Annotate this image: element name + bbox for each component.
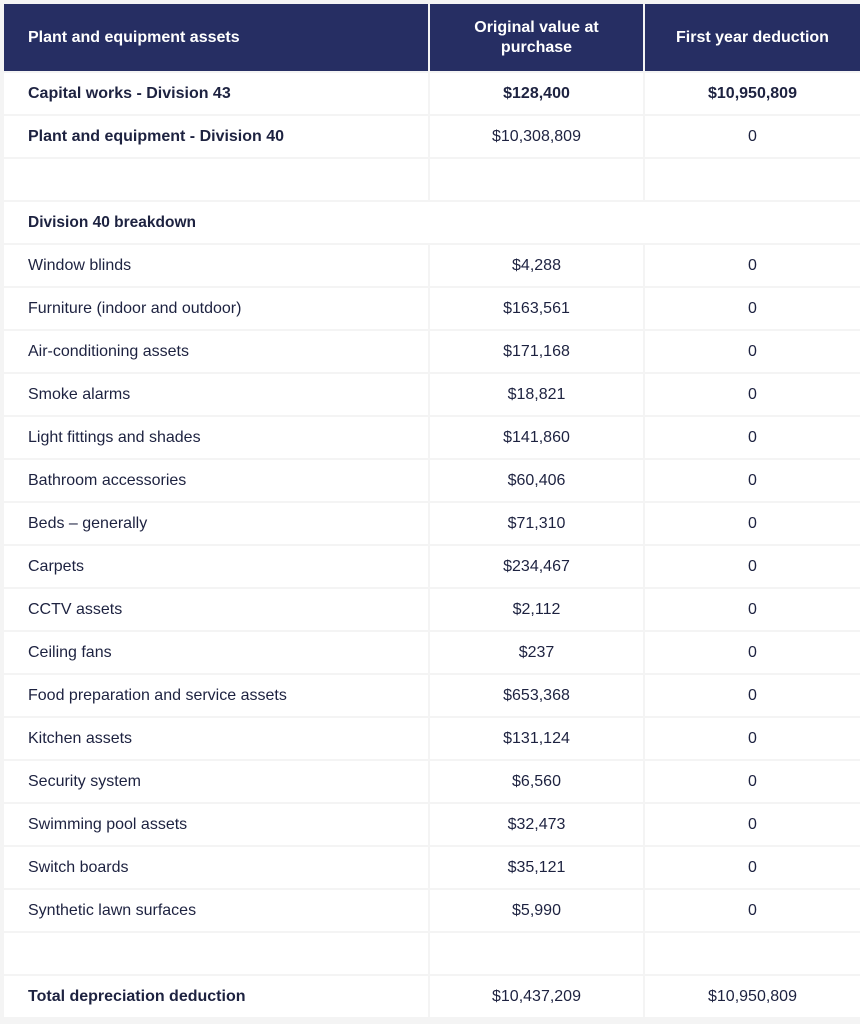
total-deduction: $10,950,809: [645, 976, 860, 1017]
spacer-cell: [4, 159, 428, 200]
table-row: [4, 675, 860, 716]
header-original-value: Original value at purchase: [430, 4, 643, 71]
table-row: [4, 804, 860, 845]
table-row: [4, 718, 860, 759]
row-label: Window blinds: [4, 245, 428, 286]
row-original-value: $6,560: [430, 761, 643, 802]
row-original-value: $71,310: [430, 503, 643, 544]
row-label: Smoke alarms: [4, 374, 428, 415]
row-original-value: $171,168: [430, 331, 643, 372]
row-deduction: 0: [645, 546, 860, 587]
row-original-value: $60,406: [430, 460, 643, 501]
row-label: Furniture (indoor and outdoor): [4, 288, 428, 329]
spacer-cell: [645, 159, 860, 200]
row-label: Beds – generally: [4, 503, 428, 544]
row-deduction: 0: [645, 116, 860, 157]
table-row: [4, 288, 860, 329]
table-row: [4, 847, 860, 888]
row-label: Capital works - Division 43: [4, 73, 428, 114]
total-original-value: $10,437,209: [430, 976, 643, 1017]
spacer-cell: [4, 933, 428, 974]
row-deduction: 0: [645, 718, 860, 759]
row-deduction: 0: [645, 890, 860, 931]
table-row: [4, 460, 860, 501]
table-header-row: [4, 4, 860, 71]
row-deduction: 0: [645, 288, 860, 329]
row-original-value: $131,124: [430, 718, 643, 759]
row-deduction: 0: [645, 675, 860, 716]
table-row: [4, 331, 860, 372]
row-deduction: 0: [645, 761, 860, 802]
table-row-spacer: [4, 159, 860, 200]
row-original-value: $141,860: [430, 417, 643, 458]
table-row: [4, 374, 860, 415]
spacer-cell: [430, 933, 643, 974]
table-row: [4, 589, 860, 630]
spacer-cell: [645, 933, 860, 974]
depreciation-table: [2, 2, 860, 1019]
row-deduction: 0: [645, 331, 860, 372]
header-assets: Plant and equipment assets: [4, 4, 428, 71]
row-label: Air-conditioning assets: [4, 331, 428, 372]
row-deduction: 0: [645, 503, 860, 544]
row-original-value: $237: [430, 632, 643, 673]
row-original-value: $653,368: [430, 675, 643, 716]
table-row-total: [4, 976, 860, 1017]
row-label: Plant and equipment - Division 40: [4, 116, 428, 157]
row-original-value: $5,990: [430, 890, 643, 931]
table-row-spacer: [4, 933, 860, 974]
row-original-value: $10,308,809: [430, 116, 643, 157]
total-label: Total depreciation deduction: [4, 976, 428, 1017]
row-label: Carpets: [4, 546, 428, 587]
table-row: [4, 245, 860, 286]
row-deduction: 0: [645, 460, 860, 501]
row-original-value: $4,288: [430, 245, 643, 286]
row-label: Switch boards: [4, 847, 428, 888]
row-original-value: $163,561: [430, 288, 643, 329]
row-label: Swimming pool assets: [4, 804, 428, 845]
row-label: Security system: [4, 761, 428, 802]
spacer-cell: [430, 159, 643, 200]
row-deduction: $10,950,809: [645, 73, 860, 114]
row-deduction: 0: [645, 589, 860, 630]
row-original-value: $32,473: [430, 804, 643, 845]
row-label: Ceiling fans: [4, 632, 428, 673]
table-row-capital-works: [4, 73, 860, 114]
row-label: Bathroom accessories: [4, 460, 428, 501]
table-row-section-title: [4, 202, 860, 243]
table-row: [4, 761, 860, 802]
row-label: CCTV assets: [4, 589, 428, 630]
header-first-year-deduction: First year deduction: [645, 4, 860, 71]
table-row: [4, 417, 860, 458]
table-row: [4, 890, 860, 931]
row-deduction: 0: [645, 632, 860, 673]
row-label: Kitchen assets: [4, 718, 428, 759]
row-label: Synthetic lawn surfaces: [4, 890, 428, 931]
table-row: [4, 546, 860, 587]
section-title: Division 40 breakdown: [4, 202, 860, 243]
row-deduction: 0: [645, 374, 860, 415]
row-deduction: 0: [645, 804, 860, 845]
row-original-value: $35,121: [430, 847, 643, 888]
row-original-value: $2,112: [430, 589, 643, 630]
row-label: Light fittings and shades: [4, 417, 428, 458]
table-row: [4, 503, 860, 544]
row-original-value: $18,821: [430, 374, 643, 415]
table-row-plant-equipment: [4, 116, 860, 157]
row-deduction: 0: [645, 417, 860, 458]
row-label: Food preparation and service assets: [4, 675, 428, 716]
row-original-value: $234,467: [430, 546, 643, 587]
table-row: [4, 632, 860, 673]
row-deduction: 0: [645, 245, 860, 286]
row-original-value: $128,400: [430, 73, 643, 114]
row-deduction: 0: [645, 847, 860, 888]
